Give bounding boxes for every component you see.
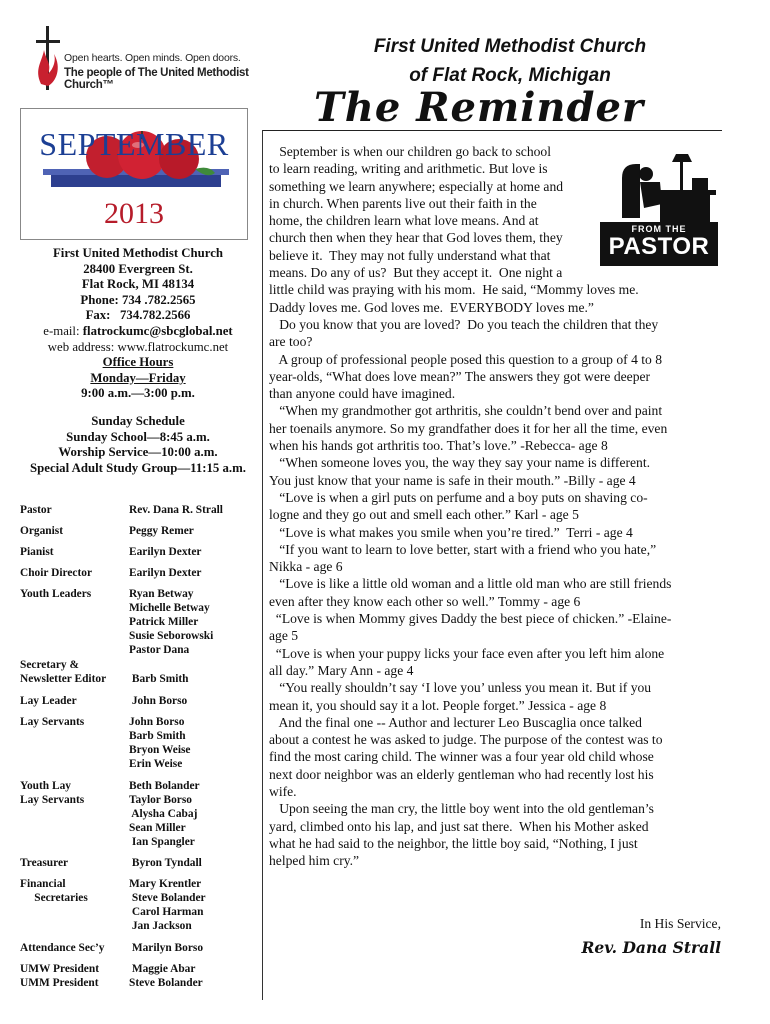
role-text: Attendance Sec’y: [20, 942, 105, 954]
staff-names: [129, 962, 259, 990]
staff-role: [20, 503, 128, 517]
article-line: year-olds, “What does love mean?” The answers they got were deeper: [269, 368, 651, 384]
schedule-line: Worship Service—10:00 a.m.: [58, 445, 218, 460]
month-banner: [20, 108, 248, 240]
staff-names: [129, 715, 259, 771]
article-line: are too?: [269, 334, 313, 350]
article-line: Do you know that you are loved? Do you teach the children that they: [269, 316, 659, 332]
article-line: to learn reading, writing and arithmetic. But love is: [269, 161, 548, 177]
article-line: about a contest he was asked to judge. The purpose of the contest was to: [269, 732, 663, 748]
article-line: church then when they hear that God loves them, they: [269, 230, 563, 246]
article-line: “Love is when your puppy licks your face even after you left him alone: [269, 645, 665, 661]
role-text: Lay Servants: [20, 794, 85, 806]
name-text: Taylor Borso: [129, 794, 192, 806]
article-line: believe it. They may not fully understand what that: [269, 247, 551, 263]
article-line: what he had said to the neighbor, the little boy said, “Nothing, I just: [269, 835, 638, 851]
staff-names: [129, 566, 259, 580]
article-line: helped him cry.”: [269, 853, 360, 869]
cross-and-flame-icon: [34, 24, 64, 92]
role-text: Treasurer: [20, 857, 69, 869]
article-line: Daddy loves me. God loves me. EVERYBODY loves me.”: [269, 299, 594, 315]
staff-names: [129, 587, 259, 657]
pastor-article: [269, 143, 725, 869]
name-text: Peggy Remer: [129, 525, 194, 537]
role-text: Secretary &: [20, 659, 79, 671]
article-line: “Love is what makes you smile when you’re tired.” Terri - age 4: [269, 524, 633, 540]
name-text: Alysha Cabaj: [129, 808, 198, 820]
staff-role: [20, 877, 128, 905]
staff-role: [20, 779, 128, 807]
name-text: Jan Jackson: [129, 920, 192, 932]
name-text: Erin Weise: [129, 758, 183, 770]
name-text: John Borso: [129, 716, 185, 728]
role-text: Pianist: [20, 546, 54, 558]
staff-names: [129, 856, 259, 870]
article-line: Upon seeing the man cry, the little boy went into the old gentleman’s: [269, 801, 654, 817]
article-line: Nikka - age 6: [269, 559, 343, 575]
name-text: Barb Smith: [129, 673, 189, 685]
contact-city: Flat Rock, MI 48134: [81, 277, 195, 292]
name-text: Mary Krentler: [129, 878, 202, 890]
article-line: age 5: [269, 628, 299, 644]
contact-name: First United Methodist Church: [52, 246, 224, 260]
email-label: e-mail:: [43, 323, 83, 338]
article-line: “Love is when Mommy gives Daddy the best piece of chicken.” -Elaine-: [269, 611, 672, 627]
role-text: Lay Leader: [20, 695, 77, 707]
article-line: something we learn anywhere; especially at home and: [269, 178, 564, 194]
name-text: Byron Tyndall: [129, 857, 202, 869]
staff-names: [129, 524, 259, 538]
role-text: Youth Lay: [20, 780, 71, 792]
schedule-line: Special Adult Study Group—11:15 a.m.: [30, 460, 246, 475]
office-days: Monday—Friday: [90, 370, 186, 385]
article-line: next door neighbor was an elderly gentleman who had recently lost his: [269, 766, 654, 782]
staff-names: [129, 779, 259, 849]
staff-role: [20, 587, 128, 601]
name-text: Rev. Dana R. Strall: [129, 504, 223, 516]
signature: Rev. Dana Strall: [581, 938, 721, 957]
name-text: Pastor Dana: [129, 644, 190, 656]
umc-logo: [34, 24, 294, 94]
church-line-2: of Flat Rock, Michigan: [409, 65, 611, 86]
staff-role: [20, 715, 128, 729]
name-text: Steve Bolander: [129, 892, 206, 904]
signoff: In His Service,: [639, 916, 721, 931]
office-hours-heading: Office Hours: [102, 355, 174, 370]
article-line: September is when our children go back to school: [269, 144, 552, 159]
staff-role: [20, 658, 128, 686]
role-text: Financial: [20, 878, 66, 890]
article-line: “Love is when a girl puts on perfume and a boy puts on shaving co-: [269, 489, 648, 505]
staff-role: [20, 694, 128, 708]
office-hours: 9:00 a.m.—3:00 p.m.: [81, 386, 195, 401]
logo-tagline: Open hearts. Open minds. Open doors.: [64, 52, 241, 64]
article-line: logne and they go out and smell each other.” Karl - age 5: [269, 507, 579, 523]
article-line: mean it, you should say it a lot. People forget.” Jessica - age 8: [269, 697, 607, 713]
article-line: home, the children learn what love means. And at: [269, 213, 539, 229]
pastor-word: PASTOR: [608, 233, 710, 260]
article-line: yard, climbed onto his lap, and just sat there. When his Mother asked: [269, 818, 649, 834]
staff-names: [129, 694, 259, 708]
article-line: when his hands got arthritis too. That’s love.” -Rebecca- age 8: [269, 438, 608, 454]
name-text: Barb Smith: [129, 730, 186, 742]
church-line-1: First United Methodist Church: [373, 36, 647, 57]
role-text: Youth Leaders: [20, 588, 92, 600]
article-line: in church. When parents live out their faith in the: [269, 195, 537, 211]
staff-role: [20, 941, 128, 955]
pastor-from-text: FROM THE: [631, 224, 687, 234]
contact-fax: Fax: 734.782.2566: [85, 308, 191, 323]
role-text: UMW President: [20, 963, 99, 975]
staff-role: [20, 524, 128, 538]
name-text: Marilyn Borso: [129, 942, 204, 954]
staff-role: [20, 566, 128, 580]
staff-names: [129, 941, 259, 955]
article-line: all day.” Mary Ann - age 4: [269, 662, 414, 678]
role-text: Secretaries: [20, 892, 88, 904]
banner-year: 2013: [104, 197, 164, 230]
article-line: little child was praying with his mom. He said, “Mommy loves me.: [269, 282, 639, 298]
contact-phone: Phone: 734 .782.2565: [80, 292, 196, 307]
contact-email-line: [14, 324, 262, 340]
article-line: wife.: [269, 783, 297, 799]
article-line: And the final one -- Author and lecturer Leo Buscaglia once talked: [269, 714, 642, 730]
name-text: Steve Bolander: [129, 977, 203, 989]
article-line: “Love is like a little old woman and a little old man who are still friends: [269, 576, 672, 592]
name-text: Bryon Weise: [129, 744, 191, 756]
staff-role: [20, 545, 128, 559]
article-line: her toenails anymore. So my grandfather does it for her all the time, even: [269, 420, 668, 436]
contact-street: 28400 Evergreen St.: [83, 261, 193, 276]
staff-names: [129, 877, 259, 933]
name-text: Ian Spangler: [129, 836, 195, 848]
role-text: Organist: [20, 525, 64, 537]
schedule-line: Sunday School—8:45 a.m.: [66, 429, 210, 444]
staff-role: [20, 962, 128, 990]
header-divider: [262, 130, 722, 131]
name-text: Sean Miller: [129, 822, 186, 834]
article-line: A group of professional people posed this question to a group of 4 to 8: [269, 351, 663, 367]
staff-names: [129, 545, 259, 559]
role-text: Pastor: [20, 504, 52, 516]
name-text: Beth Bolander: [129, 780, 200, 792]
name-text: Patrick Miller: [129, 616, 199, 628]
name-text: Michelle Betway: [129, 602, 210, 614]
logo-name: The people of The United Methodist Church™: [64, 67, 249, 91]
name-text: Earilyn Dexter: [129, 567, 202, 579]
role-text: Choir Director: [20, 567, 93, 579]
staff-names: [129, 503, 259, 517]
contact-block: [14, 246, 262, 476]
contact-web[interactable]: web address: www.flatrockumc.net: [47, 339, 229, 354]
column-divider: [262, 130, 263, 1000]
article-line: “You really shouldn’t say ‘I love you’ unless you mean it. But if you: [269, 680, 652, 696]
name-text: John Borso: [129, 695, 188, 707]
article-line: even after they know each other so well.” Tommy - age 6: [269, 593, 581, 609]
newsletter-title: The Reminder: [314, 84, 645, 131]
name-text: Carol Harman: [129, 906, 204, 918]
role-text: UMM President: [20, 977, 99, 989]
name-text: Maggie Abar: [129, 963, 196, 975]
name-text: Ryan Betway: [129, 588, 194, 600]
staff-role: [20, 856, 128, 870]
article-line: “When my grandmother got arthritis, she couldn’t bend over and paint: [269, 403, 663, 419]
article-line: means. Do any of us? But they accept it. One night a: [269, 265, 563, 281]
article-line: “If you want to learn to love better, start with a friend who you hate,”: [269, 541, 657, 557]
schedule-heading: Sunday Schedule: [91, 413, 185, 428]
staff-names: [129, 672, 259, 686]
role-text: Lay Servants: [20, 716, 85, 728]
name-text: Susie Seborowski: [129, 630, 214, 642]
name-text: Earilyn Dexter: [129, 546, 202, 558]
article-line: find the most caring child. The winner was a four year old child whose: [269, 749, 654, 765]
banner-month: SEPTEMBER: [39, 126, 229, 162]
article-line: “When someone loves you, the way they say your name is different.: [269, 455, 651, 471]
church-heading: [300, 32, 720, 90]
article-line: You just know that your name is safe in their mouth.” -Billy - age 4: [269, 472, 636, 488]
contact-email[interactable]: flatrockumc@sbcglobal.net: [82, 323, 233, 338]
article-line: than anyone could have imagined.: [269, 386, 456, 402]
role-text: Newsletter Editor: [20, 673, 107, 685]
